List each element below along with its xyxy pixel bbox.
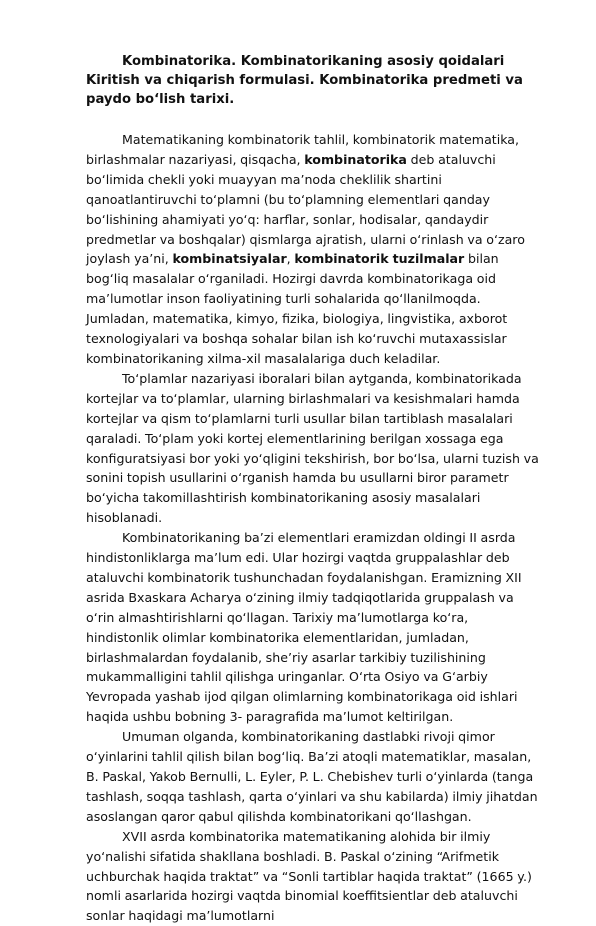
document-title: Kombinatorika. Kombinatorikaning asosiy qoidalari Kiritish va chiqarish formulasi. Kombinatorika predmeti va paydo bo‘lish tarixi. [86, 54, 523, 107]
paragraph-4-text: Umuman olganda, kombinatorikaning dastlabki rivoji qimor o‘yinlarini tahlil qilish bilan bog‘liq. Ba’zi atoqli matematiklar, masalan, B. Paskal, Yakob Bernulli, L. Eyler, P. L. Chebishev turli o‘yinlarda (tanga tashlash, soqqa tashlash, qarta o‘yinlari va shu kabilarda) ilmiy jihatdan asoslangan qaror qabul qilishda kombinatorikani qo‘llashgan. [86, 729, 538, 824]
paragraph-1-text: Matematikaning kombinatorik tahlil, kombinatorik matematika, birlashmalar nazariyasi, qisqacha, [86, 132, 520, 167]
term-kombinatsiyalar: kombinatsiyalar [172, 251, 287, 267]
paragraph-4 [86, 727, 542, 827]
term-kombinatorik-tuzilmalar: kombinatorik tuzilmalar [294, 251, 465, 267]
paragraph-2 [86, 369, 542, 528]
paragraph-1-text: , [286, 251, 295, 267]
paragraph-1-text: bilan bog‘liq masalalar o‘rganiladi. Hozirgi davrda kombinatorikaga oid ma’lumotlar inson faoliyatining turli sohalarida qo‘llanilmoqda. Jumladan, matematika, kimyo, fizika, biologiya, lingvistika, axborot texnologiyalari va boshqa sohalar bilan ish ko‘ruvchi mutaxassislar kombinatorikaning xilma-xil masalalariga duch keladilar. [86, 251, 508, 366]
paragraph-1 [86, 130, 542, 369]
paragraph-3 [86, 528, 542, 727]
paragraph-2-text: To‘plamlar nazariyasi iboralari bilan aytganda, kombinatorikada kortejlar va to‘plamlar, ularning birlashmalari va kesishmalari hamda kortejlar va qism to‘plamlarni turli usullar bilan tartiblash masalalari qaraladi. To‘plam yoki kortej elementlarining berilgan xossaga ega konfiguratsiyasi bor yoki yo‘qligini tekshirish, bor bo‘lsa, ularni tuzish va sonini topish usullarini o‘rganish hamda bu usullarni biror parametr bo‘yicha takomillashtirish kombinatorikaning asosiy masalalari hisoblanadi. [86, 370, 539, 526]
paragraph-3-text: Kombinatorikaning ba’zi elementlari eramizdan oldingi II asrda hindistonliklarga ma’lum edi. Ular hozirgi vaqtda gruppalashlar deb ataluvchi kombinatorik tushunchadan foydalanishgan. Eramizning XII asrida Bxaskara Acharya o‘zining ilmiy tadqiqotlarida gruppalash va o‘rin almashtirishlarni qo‘llagan. Tarixiy ma’lumotlarga ko‘ra, hindistonlik olimlar kombinatorika elementlaridan, jumladan, birlashmalardan foydalanib, she’riy asarlar tarkibiy tuzilishining mukammalligini tahlil qilishga uringanlar. O‘rta Osiyo va G‘arbiy Yevropada yashab ijod qilgan olimlarning kombinatorikaga oid ishlari haqida ushbu bobning 3- paragrafida ma’lumot keltirilgan. [86, 530, 522, 725]
term-kombinatorika: kombinatorika [304, 151, 407, 167]
paragraph-1-text: deb ataluvchi bo‘limida chekli yoki muayyan ma’noda cheklilik shartini qanoatlantiruvchi to‘plamni (bu to‘plamning elementlari qanday bo‘lishining ahamiyati yo‘q: harflar, sonlar, hodisalar, qandaydir predmetlar va boshqalar) qismlarga ajratish, ularni o‘rinlash va o‘zaro joylash ya’ni, [86, 151, 525, 267]
paragraph-5-text: XVII asrda kombinatorika matematikaning alohida bir ilmiy yo‘nalishi sifatida shakllana boshladi. B. Paskal o‘zining “Arifmetik uchburchak haqida traktat” va “Sonli tartiblar haqida traktat” (1665 y.) nomli asarlarida hozirgi vaqtda binomial koeffitsientlar deb ataluvchi sonlar haqidagi ma’lumotlarni [86, 828, 532, 924]
